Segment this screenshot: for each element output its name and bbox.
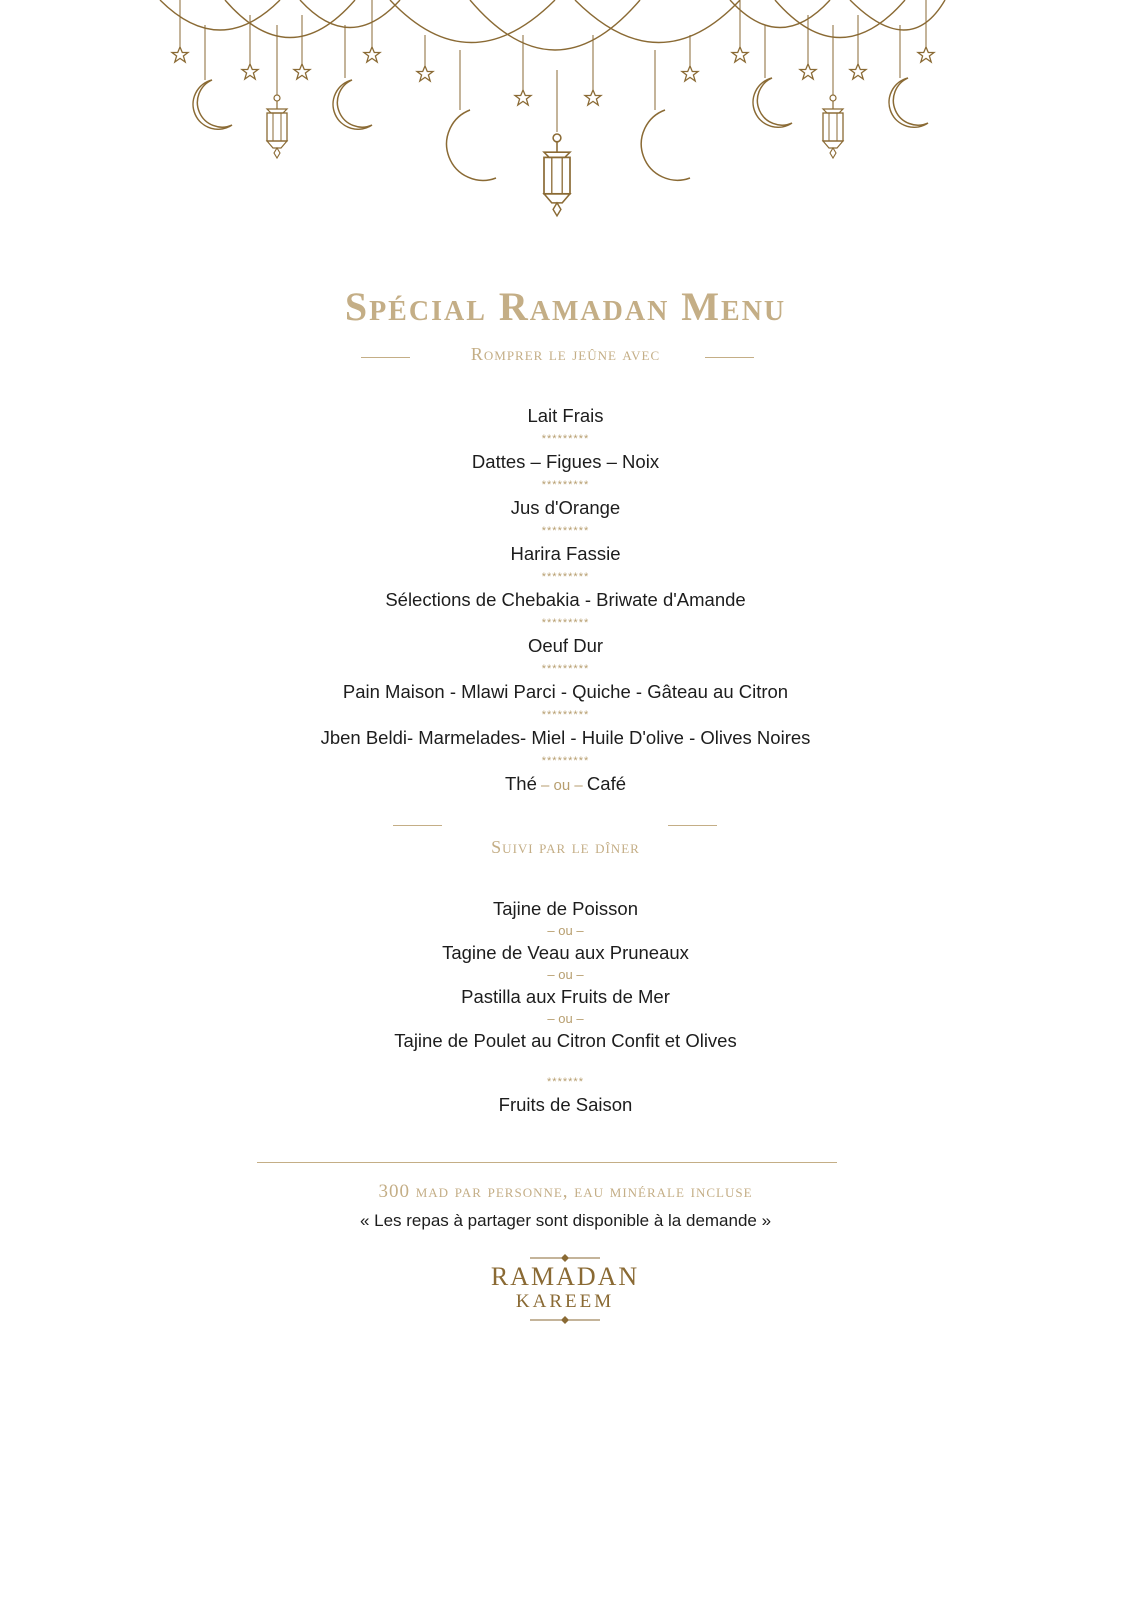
sharing-note: « Les repas à partager sont disponible à la demande » xyxy=(359,1211,772,1230)
or-label: – ou – xyxy=(536,777,587,794)
item-separator: ********* xyxy=(541,525,590,537)
menu-item-dessert: Fruits de Saison xyxy=(498,1094,633,1115)
break-fast-list xyxy=(0,405,1131,797)
drink-coffee: Café xyxy=(586,773,626,794)
menu-item: Sélections de Chebakia - Briwate d'Amande xyxy=(385,589,746,610)
item-separator: ********* xyxy=(541,755,590,767)
price-line: 300 mad par personne, eau minérale incluse xyxy=(378,1181,753,1202)
menu-item: Tajine de Poisson xyxy=(492,898,638,919)
menu-item: Lait Frais xyxy=(527,405,604,426)
menu-item: Dattes – Figues – Noix xyxy=(471,451,660,472)
break-fast-heading: Romprer le jeûne avec xyxy=(470,344,661,364)
ramadan-decoration-header xyxy=(0,0,1131,250)
menu-item: Oeuf Dur xyxy=(527,635,604,656)
menu-title: Spécial Ramadan Menu xyxy=(344,284,787,329)
menu-item: Tagine de Veau aux Pruneaux xyxy=(442,942,689,963)
menu-item: Tajine de Poulet au Citron Confit et Olives xyxy=(394,1030,737,1051)
dinner-list xyxy=(0,898,1131,1116)
or-label: – ou – xyxy=(547,1011,584,1026)
or-label: – ou – xyxy=(547,923,584,938)
menu-item: Pastilla aux Fruits de Mer xyxy=(461,986,670,1007)
logo-line-kareem: KAREEM xyxy=(515,1291,615,1312)
item-separator: ********* xyxy=(541,433,590,445)
dessert-separator: ******* xyxy=(547,1076,584,1088)
item-separator: ********* xyxy=(541,479,590,491)
dinner-heading: Suivi par le dîner xyxy=(491,837,640,857)
item-separator: ********* xyxy=(541,709,590,721)
menu-item-drink-choice xyxy=(0,773,1131,797)
or-label: – ou – xyxy=(547,967,584,982)
ramadan-kareem-logo xyxy=(465,1250,665,1330)
menu-item: Jus d'Orange xyxy=(510,497,621,518)
item-separator: ********* xyxy=(541,617,590,629)
section-divider-right xyxy=(668,825,717,826)
menu-item: Jben Beldi- Marmelades- Miel - Huile D'olive - Olives Noires xyxy=(320,727,811,748)
drink-tea: Thé xyxy=(504,773,537,794)
menu-item: Harira Fassie xyxy=(510,543,621,564)
footer-divider xyxy=(257,1162,837,1163)
item-separator: ********* xyxy=(541,571,590,583)
menu-item: Pain Maison - Mlawi Parci - Quiche - Gâteau au Citron xyxy=(342,681,789,702)
item-separator: ********* xyxy=(541,663,590,675)
section-divider-left xyxy=(393,825,442,826)
logo-line-ramadan: RAMADAN xyxy=(490,1262,640,1291)
